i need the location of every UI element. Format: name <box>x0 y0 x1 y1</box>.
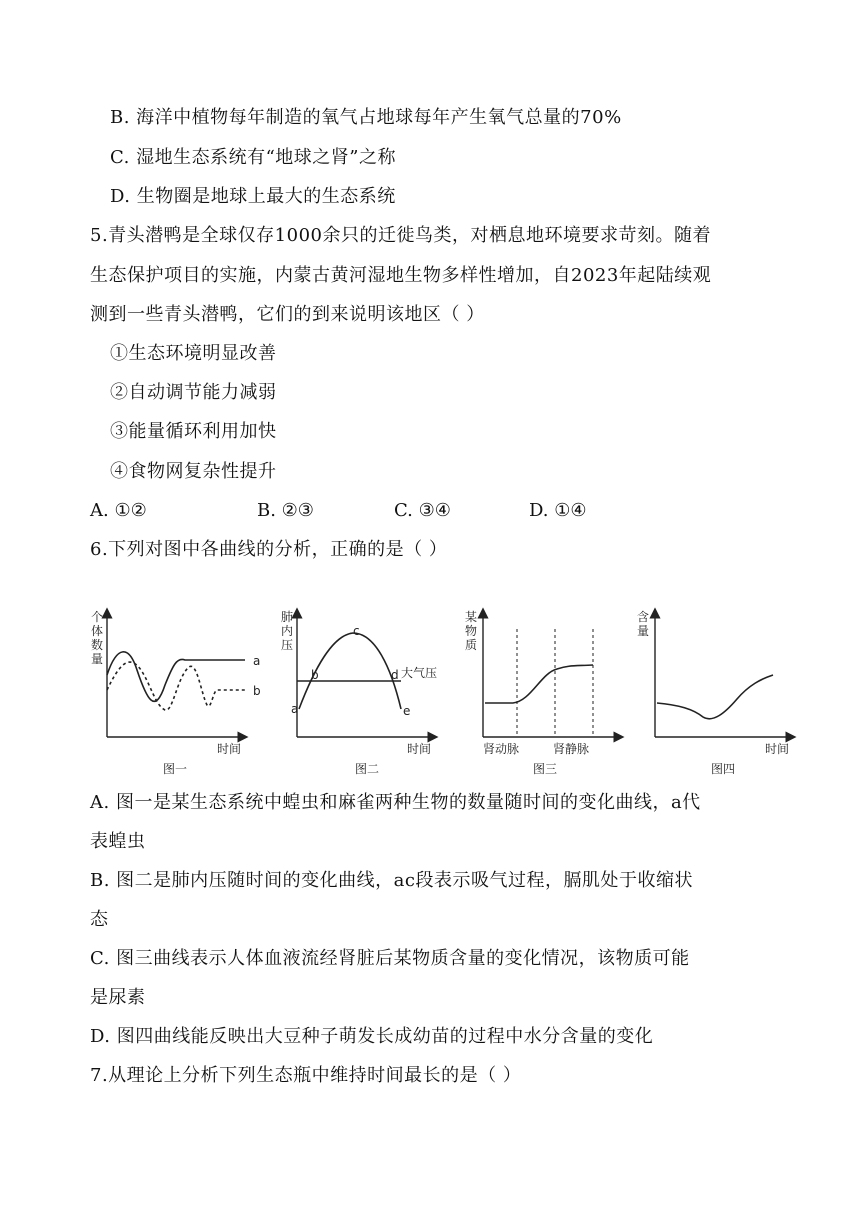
fig1-curve-b <box>107 662 245 710</box>
fig1-label-a: a <box>253 654 261 668</box>
q5-stem-line2: 生态保护项目的实施，内蒙古黄河湿地生物多样性增加，自2023年起陆续观 <box>90 265 712 286</box>
q4-option-d: D. 生物圈是地球上最大的生态系统 <box>110 186 396 207</box>
fig1-ylabel-4: 量 <box>91 652 104 666</box>
q4-option-c: C. 湿地生态系统有“地球之肾”之称 <box>110 147 396 168</box>
q6-stem: 6.下列对图中各曲线的分析，正确的是（ ） <box>90 539 448 560</box>
q5-option-a: A. ①② <box>90 500 147 521</box>
q5-option-d: D. ①④ <box>529 500 587 521</box>
q5-stem-line3: 测到一些青头潜鸭，它们的到来说明该地区（ ） <box>90 304 485 325</box>
fig1-ylabel-3: 数 <box>91 638 104 652</box>
q5-option-c: C. ③④ <box>394 500 451 521</box>
fig3-ylabel-1: 某 <box>465 610 478 624</box>
fig2-label-d: d <box>391 668 399 682</box>
fig1-label-b: b <box>253 684 261 698</box>
fig3-x-left: 肾动脉 <box>483 742 520 756</box>
fig1-caption: 图一 <box>163 762 188 776</box>
fig1-curve-a <box>107 652 245 702</box>
fig3-ylabel-3: 质 <box>465 638 478 652</box>
q6-figures <box>85 605 805 780</box>
fig2-caption: 图二 <box>355 762 380 776</box>
q6-option-c-line1: C. 图三曲线表示人体血液流经肾脏后某物质含量的变化情况，该物质可能 <box>90 948 690 969</box>
fig4-xlabel: 时间 <box>765 742 790 756</box>
q7-stem: 7.从理论上分析下列生态瓶中维持时间最长的是（ ） <box>90 1065 522 1086</box>
fig3-ylabel-2: 物 <box>465 624 478 638</box>
fig1-xlabel: 时间 <box>217 742 242 756</box>
fig2-label-e: e <box>403 704 411 718</box>
fig2-xlabel: 时间 <box>407 742 432 756</box>
fig2-label-c: c <box>353 624 360 638</box>
fig2-label-a: a <box>291 702 299 716</box>
q5-statement-4: ④食物网复杂性提升 <box>110 461 277 482</box>
figure-3 <box>465 610 619 776</box>
fig2-label-b: b <box>311 668 319 682</box>
q5-option-b: B. ②③ <box>257 500 314 521</box>
fig2-ylabel-1: 肺 <box>281 610 294 624</box>
fig1-ylabel-1: 个 <box>91 610 104 624</box>
q6-option-a-line2: 表蝗虫 <box>90 831 146 852</box>
fig4-caption: 图四 <box>711 762 736 776</box>
q5-statement-1: ①生态环境明显改善 <box>110 343 277 364</box>
q6-option-d: D. 图四曲线能反映出大豆种子萌发长成幼苗的过程中水分含量的变化 <box>90 1026 654 1047</box>
q5-statement-2: ②自动调节能力减弱 <box>110 382 277 403</box>
q6-option-b-line1: B. 图二是肺内压随时间的变化曲线，ac段表示吸气过程，膈肌处于收缩状 <box>90 870 693 891</box>
q6-option-b-line2: 态 <box>90 909 109 930</box>
figure-1 <box>91 610 261 776</box>
q5-stem-line1: 5.青头潜鸭是全球仅存1000余只的迁徙鸟类，对栖息地环境要求苛刻。随着 <box>90 225 711 246</box>
figure-4 <box>637 610 791 776</box>
fig1-ylabel-2: 体 <box>91 624 104 638</box>
fig2-ylabel-3: 压 <box>281 638 294 652</box>
fig4-curve <box>657 675 773 719</box>
fig3-caption: 图三 <box>533 762 558 776</box>
q6-option-c-line2: 是尿素 <box>90 987 146 1008</box>
fig2-atm-label: 大气压 <box>401 666 438 680</box>
q6-option-a-line1: A. 图一是某生态系统中蝗虫和麻雀两种生物的数量随时间的变化曲线，a代 <box>90 792 701 813</box>
figure-2 <box>281 609 437 776</box>
fig4-ylabel-1: 含 <box>637 610 650 624</box>
fig3-curve <box>485 665 593 703</box>
fig3-x-right: 肾静脉 <box>553 742 590 756</box>
q5-statement-3: ③能量循环利用加快 <box>110 421 277 442</box>
fig4-ylabel-2: 量 <box>637 624 650 638</box>
q4-option-b: B. 海洋中植物每年制造的氧气占地球每年产生氧气总量的70% <box>110 107 622 128</box>
fig2-ylabel-2: 内 <box>281 624 294 638</box>
